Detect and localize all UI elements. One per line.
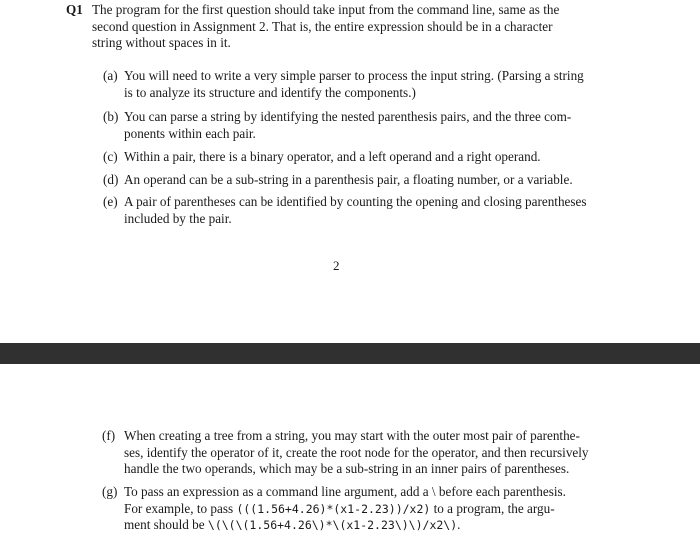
item-line: To pass an expression as a command line argument, add a \ before each parenthesis. bbox=[124, 484, 566, 499]
item-a-text bbox=[124, 68, 614, 101]
item-line: A pair of parentheses can be identified by counting the opening and closing parentheses bbox=[124, 194, 587, 209]
item-line: ponents within each pair. bbox=[124, 125, 256, 141]
item-line: You will need to write a very simple parser to process the input string. (Parsing a string bbox=[124, 68, 584, 83]
document-page-lower bbox=[0, 364, 700, 559]
item-g-text bbox=[124, 484, 614, 534]
item-line: When creating a tree from a string, you may start with the outer most pair of parenthe- bbox=[124, 428, 580, 443]
item-f-label: (f) bbox=[102, 428, 116, 443]
item-line: ses, identify the operator of it, create the root node for the operator, and then recursively bbox=[124, 444, 589, 460]
item-d-label: (d) bbox=[103, 172, 119, 187]
item-line: An operand can be a sub-string in a parenthesis pair, a floating number, or a variable. bbox=[124, 172, 573, 187]
item-c-text bbox=[124, 149, 614, 166]
question-line: The program for the first question should take input from the command line, same as the bbox=[92, 2, 560, 17]
item-text-segment: For example, to pass bbox=[124, 500, 237, 516]
item-a-label: (a) bbox=[103, 68, 118, 83]
item-b-label: (b) bbox=[103, 109, 119, 124]
item-line: is to analyze its structure and identify the components.) bbox=[124, 84, 416, 100]
item-line bbox=[124, 501, 614, 518]
code-expression: (((1.56+4.26)*(x1-2.23))/x2) bbox=[236, 501, 431, 516]
question-text bbox=[92, 2, 616, 52]
code-expression: \(\(\(1.56+4.26\)*\(x1-2.23\)\)/x2\) bbox=[207, 518, 458, 532]
item-text-segment: . bbox=[457, 517, 461, 532]
question-line: second question in Assignment 2. That is, the entire expression should be in a character bbox=[92, 18, 553, 34]
item-line bbox=[124, 517, 614, 534]
question-label: Q1 bbox=[66, 2, 83, 17]
question-line: string without spaces in it. bbox=[92, 35, 231, 50]
item-line: handle the two operands, which may be a sub-string in an inner pairs of parentheses. bbox=[124, 461, 570, 476]
page-number: 2 bbox=[333, 258, 340, 273]
item-e-text bbox=[124, 194, 614, 227]
item-text-segment: ment should be bbox=[124, 517, 208, 532]
item-g-label: (g) bbox=[102, 484, 118, 499]
item-line: included by the pair. bbox=[124, 210, 232, 226]
item-d-text bbox=[124, 172, 614, 189]
item-e-label: (e) bbox=[103, 194, 118, 209]
item-f-text bbox=[124, 428, 614, 478]
page-divider bbox=[0, 343, 700, 364]
item-line: Within a pair, there is a binary operator, and a left operand and a right operand. bbox=[124, 149, 541, 164]
item-b-text bbox=[124, 109, 614, 142]
item-line: You can parse a string by identifying the nested parenthesis pairs, and the three com- bbox=[124, 109, 572, 124]
item-text-segment: to a program, the argu- bbox=[430, 500, 555, 516]
item-c-label: (c) bbox=[103, 149, 118, 164]
